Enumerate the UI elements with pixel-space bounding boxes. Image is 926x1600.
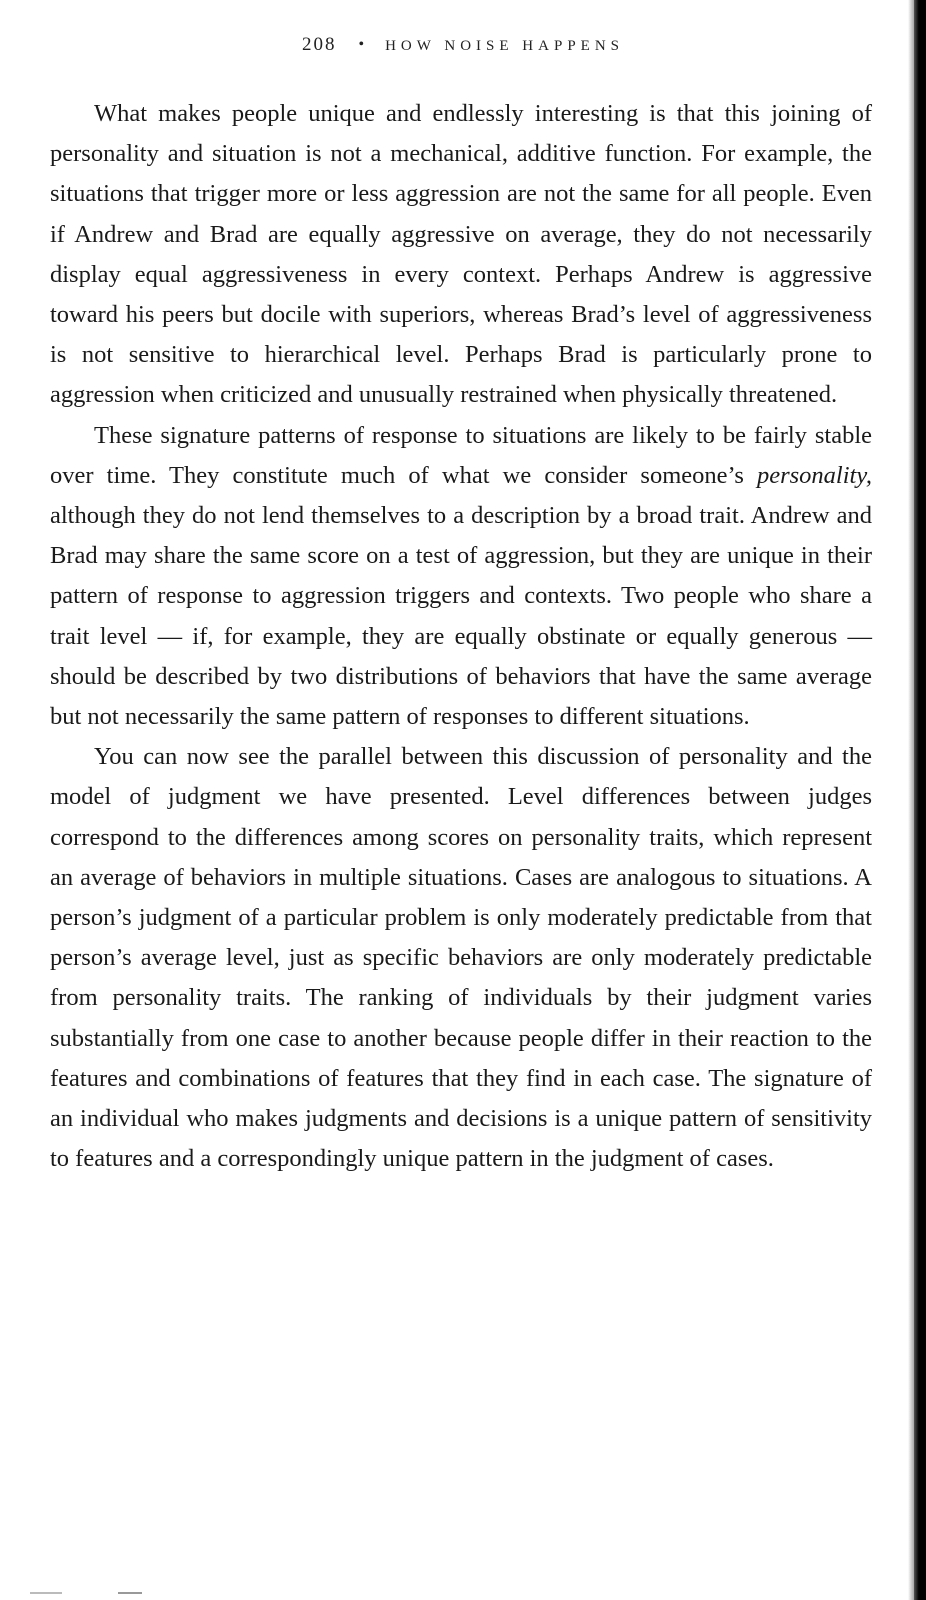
header-separator: • [358,36,368,53]
scan-edge [914,0,926,1600]
paragraph-2-text-end: although they do not lend themselves to a description by a broad trait. Andrew and Brad may share the same score on a test of aggression, but they are unique in their pattern of response to aggression triggers and contexts. Two people who share a trait level — if, for example, they are equally obstinate or equally generous — should be described by two distributions of behaviors that have the same average but not necessarily the same pattern of responses to different situations. [50,502,872,731]
paragraph-3: You can now see the parallel between this discussion of personality and the model of judgment we have presented. Level differences between judges correspond to the differences among scores on personality traits, which represent an average of behaviors in multiple situations. Cases are analogous to situations. A person’s judgment of a particular problem is only moderately predictable from that person’s average level, just as specific behaviors are only moderately predictable from personality traits. The ranking of individuals by their judgment varies substantially from one case to another because people differ in their reaction to the features and combinations of features that they find in each case. The signature of an individual who makes judgments and decisions is a unique pattern of sensitivity to features and a correspondingly unique pattern in the judgment of cases. [50,743,872,1173]
page-number: 208 [301,34,337,55]
paragraph-2-text-start: These signature patterns of response to situations are likely to be fairly stable over time. They constitute much of what we consider someone’s [50,421,872,489]
body-text [50,94,872,1179]
emphasized-term: personality, [756,461,872,489]
paragraph-2 [50,416,872,738]
running-title: HOW NOISE HAPPENS [385,38,624,54]
running-header [0,34,926,56]
paragraph-1: What makes people unique and endlessly interesting is that this joining of personality and situation is not a mechanical, additive function. For example, the situations that trigger more or less aggression are not the same for all people. Even if Andrew and Brad are equally aggressive on average, they do not necessarily display equal aggressiveness in every context. Perhaps Andrew is aggressive toward his peers but docile with superiors, whereas Brad’s level of aggressiveness is not sensitive to hierarchical level. Perhaps Brad is particularly prone to aggression when criticized and unusually restrained when physically threatened. [50,100,872,409]
scan-artifact [30,1592,190,1594]
